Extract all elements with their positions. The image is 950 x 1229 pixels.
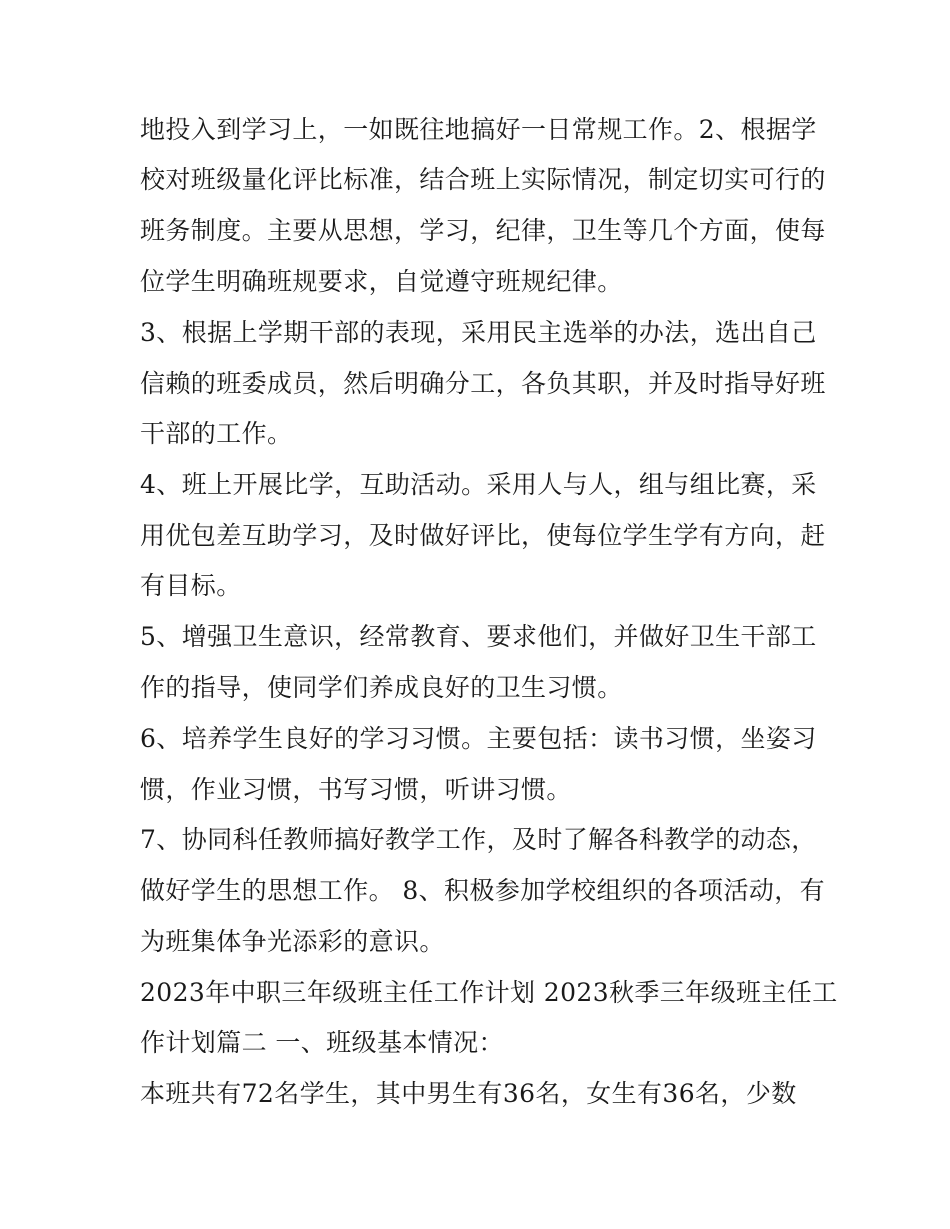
text-line-4: 位学生明确班规要求，自觉遵守班规纪律。 — [140, 267, 623, 296]
text-line-5: 3、根据上学期干部的表现，采用民主选举的办法，选出自己 — [140, 318, 817, 347]
text-line-10: 有目标。 — [140, 571, 242, 600]
text-line-16: 做好学生的思想工作。 8、积极参加学校组织的各项活动，有 — [140, 876, 826, 905]
text-line-13: 6、培养学生良好的学习习惯。主要包括：读书习惯，坐姿习 — [140, 724, 817, 753]
text-line-7: 干部的工作。 — [140, 419, 293, 448]
text-line-12: 作的指导，使同学们养成良好的卫生习惯。 — [140, 673, 623, 702]
text-line-3: 班务制度。主要从思想，学习，纪律，卫生等几个方面，使每 — [140, 216, 826, 245]
text-line-9: 用优包差互助学习，及时做好评比，使每位学生学有方向，赶 — [140, 521, 826, 550]
text-line-19: 作计划篇二 一、班级基本情况： — [140, 1028, 504, 1057]
text-line-18: 2023年中职三年级班主任工作计划 2023秋季三年级班主任工 — [140, 978, 838, 1007]
text-line-20: 本班共有72名学生，其中男生有36名，女生有36名，少数 — [140, 1079, 797, 1108]
text-line-14: 惯，作业习惯，书写习惯，听讲习惯。 — [140, 775, 572, 804]
text-line-2: 校对班级量化评比标准，结合班上实际情况，制定切实可行的 — [140, 165, 826, 194]
text-line-15: 7、协同科任教师搞好教学工作，及时了解各科教学的动态， — [140, 825, 817, 854]
text-line-11: 5、增强卫生意识，经常教育、要求他们，并做好卫生干部工 — [140, 622, 817, 651]
text-line-8: 4、班上开展比学，互助活动。采用人与人，组与组比赛，采 — [140, 470, 817, 499]
text-line-1: 地投入到学习上，一如既往地搞好一日常规工作。2、根据学 — [140, 115, 817, 144]
text-line-17: 为班集体争光添彩的意识。 — [140, 927, 445, 956]
text-line-6: 信赖的班委成员，然后明确分工，各负其职，并及时指导好班 — [140, 369, 826, 398]
